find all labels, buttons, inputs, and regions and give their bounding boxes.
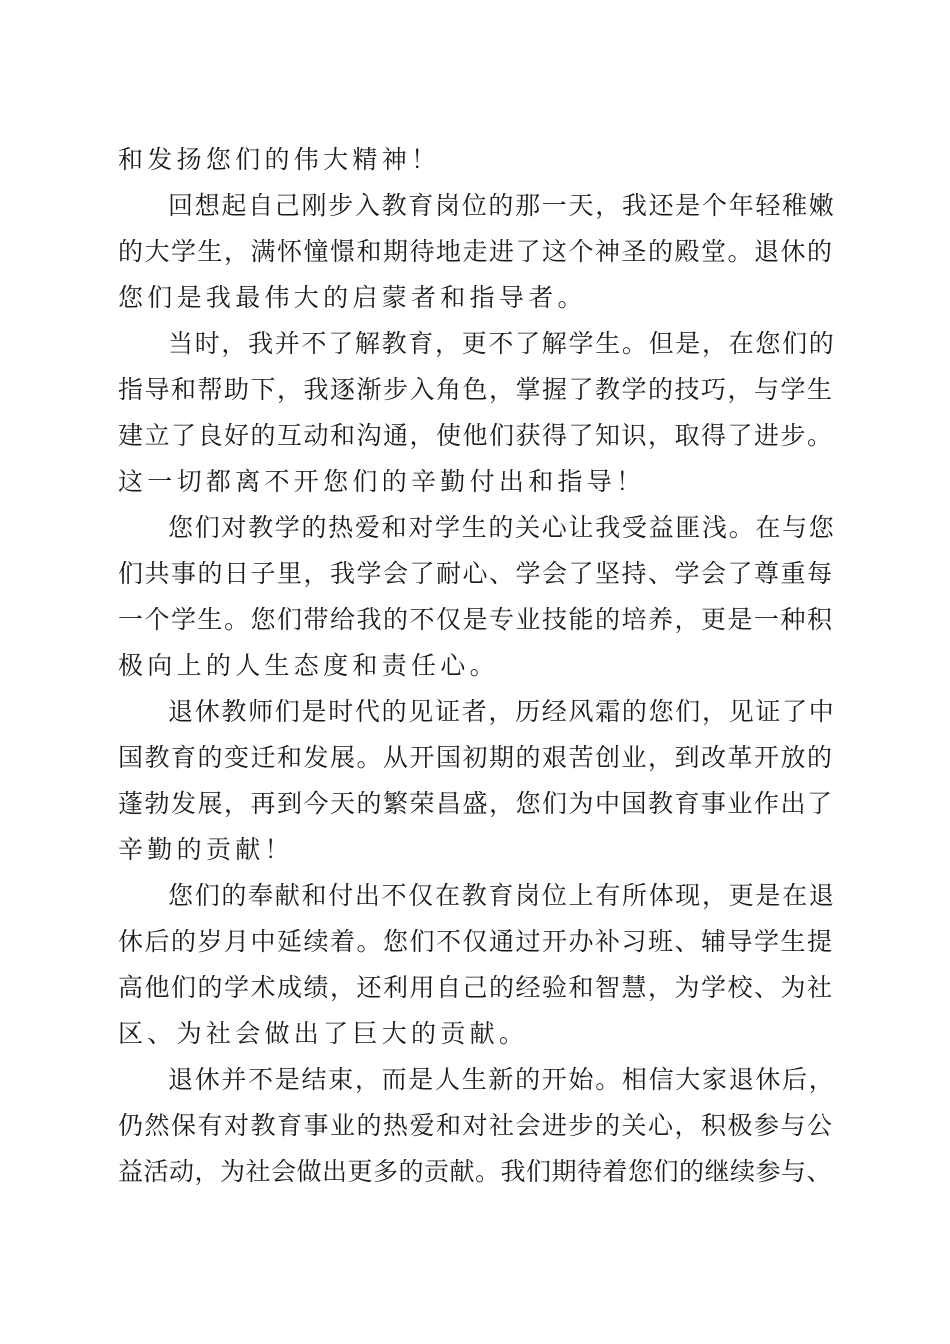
text-line: 您们的奉献和付出不仅在教育岗位上有所体现，更是在退 [168,881,836,910]
text-line: 这一切都离不开您们的辛勤付出和指导！ [118,467,646,496]
text-line: 们共事的日子里，我学会了耐心、学会了坚持、学会了尊重每 [118,559,834,588]
text-line: 蓬勃发展，再到今天的繁荣昌盛，您们为中国教育事业作出了 [118,789,834,818]
text-line: 退休并不是结束，而是人生新的开始。相信大家退休后， [168,1065,836,1094]
text-line: 当时，我并不了解教育，更不了解学生。但是，在您们的 [168,329,836,358]
text-line: 的大学生，满怀憧憬和期待地走进了这个神圣的殿堂。退休的 [118,237,834,266]
text-line: 辛勤的贡献！ [118,835,294,864]
text-line: 高他们的学术成绩，还利用自己的经验和智慧，为学校、为社 [118,973,834,1002]
text-line: 建立了良好的互动和沟通，使他们获得了知识，取得了进步。 [118,421,834,450]
text-line: 一个学生。您们带给我的不仅是专业技能的培养，更是一种积 [118,605,834,634]
text-line: 您们对教学的热爱和对学生的关心让我受益匪浅。在与您 [168,513,836,542]
text-line: 休后的岁月中延续着。您们不仅通过开办补习班、辅导学生提 [118,927,834,956]
text-line: 和发扬您们的伟大精神！ [118,145,441,174]
text-line: 区、为社会做出了巨大的贡献。 [118,1019,529,1048]
text-line: 国教育的变迁和发展。从开国初期的艰苦创业，到改革开放的 [118,743,834,772]
text-line: 益活动，为社会做出更多的贡献。我们期待着您们的继续参与、 [118,1157,833,1186]
text-line: 仍然保有对教育事业的热爱和对社会进步的关心，积极参与公 [118,1111,834,1140]
text-line: 退休教师们是时代的见证者，历经风霜的您们，见证了中 [168,697,836,726]
text-line: 您们是我最伟大的启蒙者和指导者。 [118,283,587,312]
text-line: 极向上的人生态度和责任心。 [118,651,499,680]
text-line: 指导和帮助下，我逐渐步入角色，掌握了教学的技巧，与学生 [118,375,834,404]
text-line: 回想起自己刚步入教育岗位的那一天，我还是个年轻稚嫩 [168,191,836,220]
